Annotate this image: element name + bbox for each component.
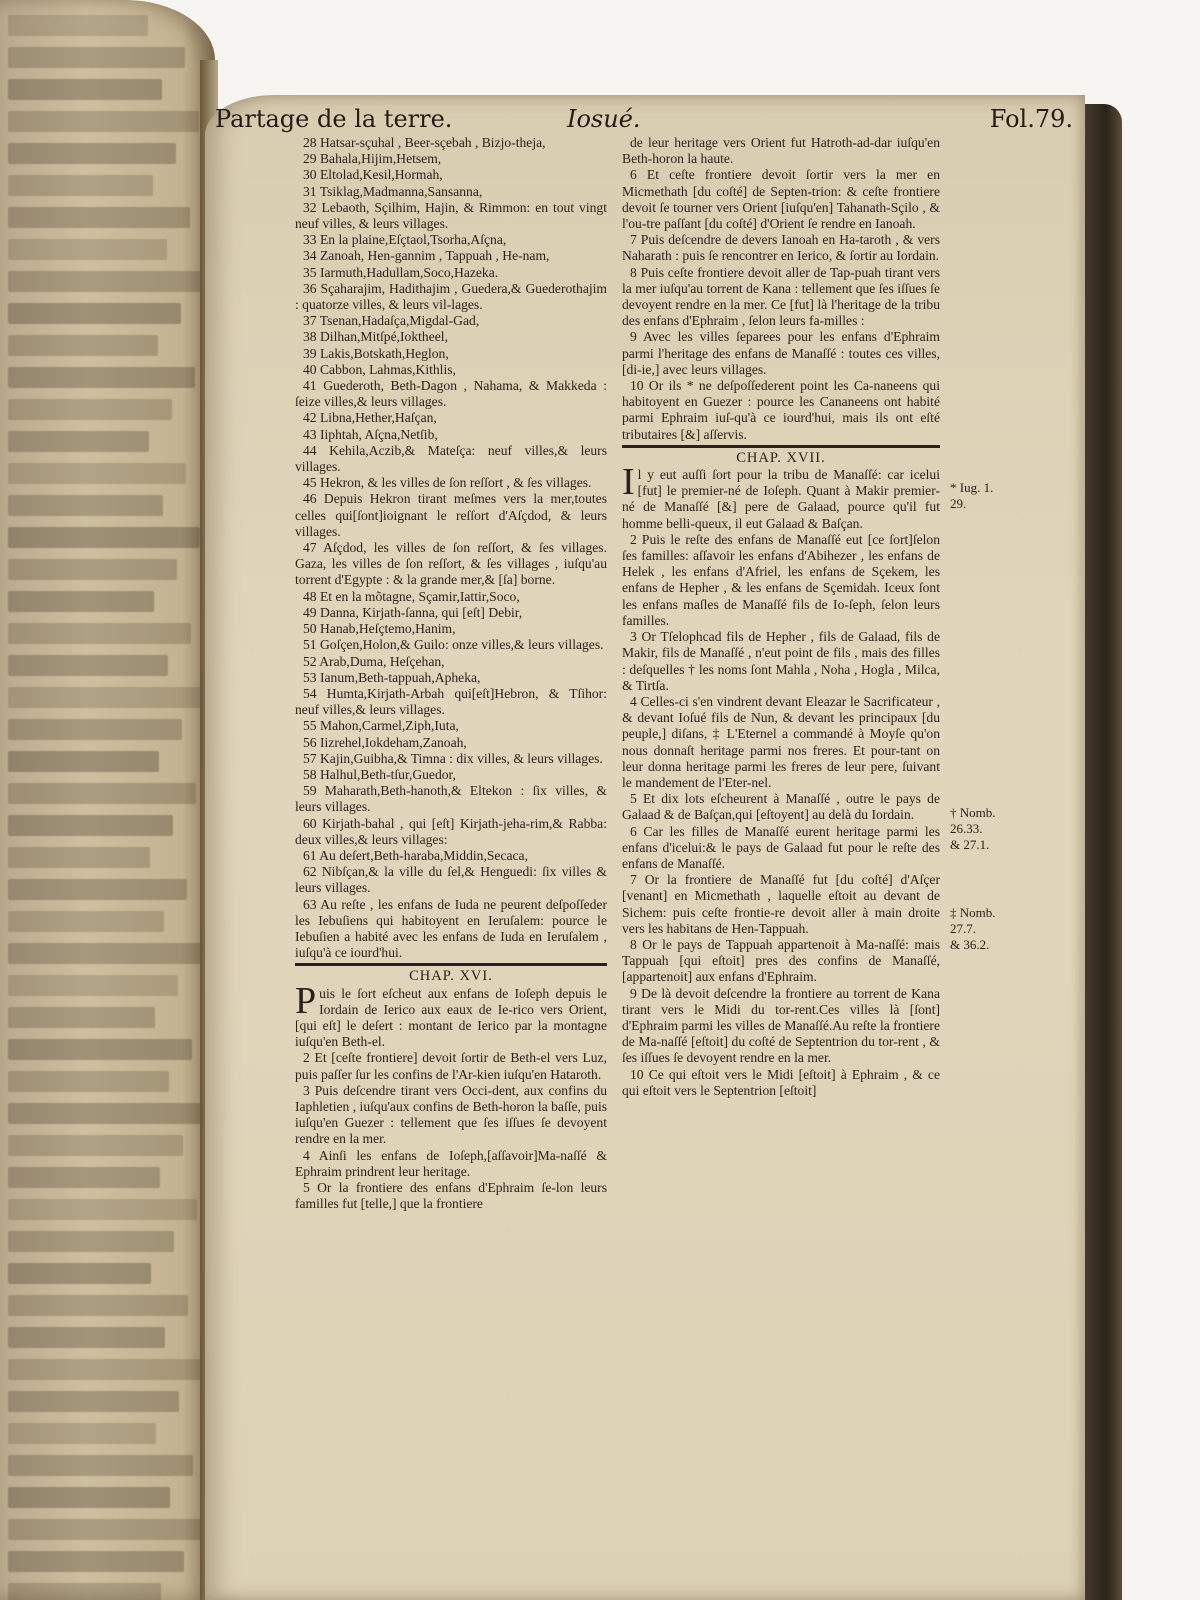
verse: 53 Ianum,Beth-tappuah,Apheka, bbox=[303, 669, 481, 685]
facing-page-text-line bbox=[8, 463, 186, 484]
verse: 42 Libna,Hether,Haſçan, bbox=[303, 410, 437, 426]
facing-page-text-line bbox=[8, 1167, 160, 1188]
facing-page bbox=[0, 0, 215, 1600]
facing-page-text-line bbox=[8, 1423, 156, 1444]
facing-page-text-line bbox=[8, 1135, 183, 1156]
verse: 3 Or Tſelophcad fils de Hepher , fils de Galaad, fils de Makir, fils de Manaſſé , n'eut point de fils , mais des filles : deſquelles † les noms ſont Mahla , Noha , Hogla , Milca, & Tirtſa. bbox=[622, 629, 940, 693]
column-verses bbox=[295, 135, 607, 961]
facing-page-text-line bbox=[8, 431, 149, 452]
facing-page-text-line bbox=[8, 111, 199, 132]
running-head-left: Partage de la terre. bbox=[215, 105, 453, 133]
facing-page-text-line bbox=[8, 1583, 161, 1600]
verse: Puis le ſort eſcheut aux enfans de Ioſeph depuis le Iordain de Ierico aux eaux de Ie-rico vers Orient, [qui eſt] le deſert : montant de Ierico par la montagne iuſqu'en Beth-el. bbox=[295, 979, 607, 1050]
verse: 36 Sçaharajim, Hadithajim , Guedera,& Guederothajim : quatorze villes, & leurs vil-lages. bbox=[295, 280, 607, 313]
facing-page-text-line bbox=[8, 399, 172, 420]
verse: 59 Maharath,Beth-hanoth,& Eltekon : ſix villes, & leurs villages. bbox=[295, 783, 607, 815]
verse: de leur heritage vers Orient fut Hatroth-ad-dar iuſqu'en Beth-horon la haute. bbox=[622, 135, 940, 167]
facing-page-text-line bbox=[8, 751, 159, 772]
margin-note-line: † Nomb. bbox=[950, 805, 996, 820]
facing-page-text-line bbox=[8, 719, 182, 740]
facing-page-text-line bbox=[8, 815, 173, 836]
verse: 7 Or la frontiere de Manaſſé fut [du coſté] d'Aſçer [venant] en Micmethath , laquelle eſtoit au devant de Sichem: puis ceſte frontie-re devoit aller à main droite vers les habitans de Hen-Tappuah. bbox=[622, 872, 940, 936]
verse: 5 Et dix lots eſcheurent à Manaſſé , outre le pays de Galaad & de Baſçan,qui [eſtoyent] au delà du Iordain. bbox=[622, 791, 940, 823]
verse: 31 Tsiklag,Madmanna,Sansanna, bbox=[303, 183, 483, 199]
verse: 10 Or ils * ne deſpoſſederent point les Ca-naneens qui habitoyent en Guezer : pource les Cananeens ont habité parmi Ephraim iuſ-qu'à ce iourd'hui, mais ils ont eſté tributaires [&] aſſervis. bbox=[622, 378, 940, 442]
verse: 45 Hekron, & les villes de ſon reſſort , & ſes villages. bbox=[303, 475, 592, 491]
verse: 6 Car les filles de Manaſſé eurent heritage parmi les enfans d'icelui:& le pays de Galaad fut pour le reſte des enfans de Manaſſé. bbox=[622, 823, 940, 871]
facing-page-text-line bbox=[8, 1263, 151, 1284]
facing-page-text-line bbox=[8, 911, 164, 932]
verse: 33 En la plaine,Eſçtaol,Tsorha,Aſçna, bbox=[303, 232, 507, 248]
verse: 52 Arab,Duma, Heſçehan, bbox=[303, 653, 445, 669]
running-head-center: Iosué. bbox=[567, 105, 641, 133]
verse: 37 Tsenan,Hadaſça,Migdal-Gad, bbox=[303, 313, 480, 329]
facing-page-text-line bbox=[8, 207, 190, 228]
verse: 8 Puis ceſte frontiere devoit aller de Tap-puah tirant vers la mer iuſqu'au torrent de Kana : tellement que ſes iſſues ſe devoyent rendre en la mer. Ce [fut] là l'heritage de la tribu des enfans d'Ephraim , ſelon leurs fa-milles : bbox=[622, 264, 940, 329]
facing-page-text-line bbox=[8, 1295, 188, 1316]
verse: 2 Et [ceſte frontiere] devoit ſortir de Beth-el vers Luz, puis paſſer ſur les confins de l'Ar-kien iuſqu'en Hataroth. bbox=[295, 1050, 607, 1082]
facing-page-text-line bbox=[8, 143, 176, 164]
facing-page-text-line bbox=[8, 1231, 174, 1252]
verse: 30 Eltolad,Kesil,Hormah, bbox=[303, 167, 443, 183]
verse: 54 Humta,Kirjath-Arbah qui[eſt]Hebron, & Tſihor: neuf villes,& leurs villages. bbox=[295, 685, 607, 718]
facing-page-text-line bbox=[8, 271, 204, 292]
verse: 44 Kehila,Aczib,& Mateſça: neuf villes,& leurs villages. bbox=[295, 442, 607, 475]
verse: 63 Au reſte , les enfans de Iuda ne peurent deſpoſſeder les Iebuſiens qui habitoyent en Ieruſalem: pource le Iebuſien a habité avec les enfans de Iuda en Ieruſalem , iuſqu'à ce iourd'hui. bbox=[295, 896, 607, 961]
verse: 48 Et en la mõtagne, Sçamir,Iattir,Soco, bbox=[303, 588, 520, 604]
verse: 55 Mahon,Carmel,Ziph,Iuta, bbox=[303, 718, 459, 734]
verse: 32 Lebaoth, Sçilhim, Hajin, & Rimmon: en tout vingt neuf villes, & leurs villages. bbox=[295, 199, 607, 232]
facing-page-text-line bbox=[8, 1071, 169, 1092]
verse: 58 Halhul,Beth-tſur,Guedor, bbox=[303, 766, 456, 782]
verse: 2 Puis le reſte des enfans de Manaſſé eut [ce ſort]ſelon ſes familles: aſſavoir les enfans d'Abihezer , les enfans de Helek , les enfans d'Afriel, les enfans de Sçekem, les enfans de Hepher , & les enfans de Sçemidah. Iceux ſont les enfans maſles de Manaſſé fils de Io-ſeph, ſelon leurs familles. bbox=[622, 531, 940, 628]
margin-note-line: ‡ Nomb. bbox=[950, 905, 996, 920]
verse: 41 Guederoth, Beth-Dagon , Nahama, & Makkeda : ſeize villes,& leurs villages. bbox=[295, 378, 607, 410]
verse: 9 De là devoit deſcendre la frontiere au torrent de Kana tirant vers le Midi du tor-rent.Ces villes là [ſont] d'Ephraim parmi les villes de Manaſſé.Au reſte la frontiere de Ma-naſſé [eſtoit] du coſté de Septentrion du tor-rent , & ſes iſſues ſe devoyent rendre en la mer. bbox=[622, 985, 940, 1066]
book-page bbox=[205, 95, 1085, 1600]
facing-page-text-line bbox=[8, 1007, 155, 1028]
verse: 34 Zanoah, Hen-gannim , Tappuah , He-nam, bbox=[303, 248, 550, 264]
verse: Il y eut auſſi ſort pour la tribu de Manaſſé: car icelui [fut] le premier-né de Ioſeph. Quant à Makir premier-né de Manaſſé [&] pere de Galaad, pource qu'il fut homme belli-queux, il eut Galaad & Baſçan. bbox=[622, 461, 940, 531]
verse: 10 Ce qui eſtoit vers le Midi [eſtoit] à Ephraim , & ce qui eſtoit vers le Septentrion [eſtoit] bbox=[622, 1066, 940, 1098]
verse: 61 Au deſert,Beth-haraba,Middin,Secaca, bbox=[303, 847, 528, 863]
facing-page-text-line bbox=[8, 1039, 192, 1060]
verse: 47 Aſçdod, les villes de ſon reſſort, & ſes villages. Gaza, les villes de ſon reſſort, & ſes villages , iuſqu'au torrent d'Egypte : & la grande mer,& [ſa] borne. bbox=[295, 540, 607, 588]
facing-page-text-line bbox=[8, 943, 201, 964]
facing-page-text-line bbox=[8, 591, 154, 612]
verse: 7 Puis deſcendre de devers Ianoah en Ha-taroth , & vers Naharath : puis ſe rencontrer en Ierico, & ſortir au Iordain. bbox=[622, 232, 940, 264]
facing-page-text-line bbox=[8, 175, 153, 196]
facing-page-text-line bbox=[8, 1391, 179, 1412]
margin-note-line: 29. bbox=[950, 496, 967, 511]
verse: 9 Avec les villes ſeparees pour les enfans d'Ephraim parmi l'heritage des enfans de Manaſſé : toutes ces villes, [di-ie,] avec leurs villages. bbox=[622, 329, 940, 377]
facing-page-text-line bbox=[8, 783, 196, 804]
verse: 28 Hatsar-sçuhal , Beer-sçebah , Bizjo-theja, bbox=[303, 135, 546, 150]
facing-page-text-line bbox=[8, 1551, 184, 1572]
facing-page-text-line bbox=[8, 559, 177, 580]
facing-page-text-line bbox=[8, 975, 178, 996]
verse: 56 Iizrehel,Iokdeham,Zanoah, bbox=[303, 734, 467, 750]
facing-page-text-line bbox=[8, 335, 158, 356]
verse: 49 Danna, Kirjath-ſanna, qui [eſt] Debir, bbox=[303, 604, 523, 620]
facing-page-text-line bbox=[8, 687, 205, 708]
chapter-verses bbox=[295, 979, 608, 1213]
text-column-left bbox=[295, 135, 607, 1212]
margin-note bbox=[950, 480, 1070, 512]
chapter-heading: CHAP. XVI. bbox=[295, 963, 607, 984]
facing-page-text-line bbox=[8, 847, 150, 868]
verse: 57 Kajin,Guibha,& Timna : dix villes, & leurs villages. bbox=[303, 750, 603, 766]
verse: 39 Lakis,Botskath,Heglon, bbox=[303, 345, 449, 361]
verse: 62 Nibſçan,& la ville du ſel,& Henguedi: ſix villes & leurs villages. bbox=[295, 864, 607, 896]
facing-page-text-line bbox=[8, 527, 200, 548]
facing-page-text-line bbox=[8, 1455, 193, 1476]
book-spine bbox=[1082, 104, 1122, 1600]
verse: 51 Goſçen,Holon,& Guilo: onze villes,& leurs villages. bbox=[303, 637, 604, 653]
verse: 43 Iiphtah, Aſçna,Netſib, bbox=[303, 426, 438, 442]
margin-note bbox=[950, 905, 1070, 953]
facing-page-text-line bbox=[8, 239, 167, 260]
verse: 4 Ainſi les enfans de Ioſeph,[aſſavoir]Ma-naſſé & Ephraim prindrent leur heritage. bbox=[295, 1147, 607, 1179]
verse: 46 Depuis Hekron tirant meſmes vers la mer,toutes celles qui[ſont]ioignant le reſſort d'Aſçdod, & leurs villages. bbox=[295, 491, 607, 539]
facing-page-text-line bbox=[8, 79, 162, 100]
margin-note-line: 26.33. bbox=[950, 821, 983, 836]
verse: 40 Cabbon, Lahmas,Kithlis, bbox=[303, 361, 456, 377]
verse: 8 Or le pays de Tappuah appartenoit à Ma-naſſé: mais Tappuah [qui eſtoit] pres des confins de Manaſſé, [appartenoit] aux enfans d'Ephraim. bbox=[622, 936, 940, 985]
facing-page-text-line bbox=[8, 1487, 170, 1508]
verse: 60 Kirjath-bahal , qui [eſt] Kirjath-jeha-rim,& Rabba: deux villes,& leurs villages: bbox=[295, 815, 607, 847]
facing-page-text-line bbox=[8, 1103, 206, 1124]
verse: 50 Hanab,Heſçtemo,Hanim, bbox=[303, 621, 456, 637]
verse: 5 Or la frontiere des enfans d'Ephraim ſe-lon leurs familles fut [telle,] que la frontiere bbox=[295, 1180, 607, 1212]
facing-page-text-line bbox=[8, 1359, 202, 1380]
facing-page-text-line bbox=[8, 495, 163, 516]
verse: 6 Et ceſte frontiere devoit ſortir vers la mer en Micmethath [du coſté] de Septen-trion: & ceſte frontiere devoit ſe tourner vers Orient [iuſqu'en] Tahanath-Sçilo , & l'ou-tre paſſant [du coſté] d'Orient ſe rendre en Ianoah. bbox=[622, 167, 940, 232]
margin-note-line: & 36.2. bbox=[950, 937, 990, 952]
chapter-heading: CHAP. XVII. bbox=[622, 445, 940, 466]
facing-page-text-line bbox=[8, 15, 148, 36]
chapter-verses bbox=[622, 461, 940, 1099]
verse: 38 Dilhan,Mitſpé,Ioktheel, bbox=[303, 329, 448, 345]
facing-page-text-line bbox=[8, 1199, 197, 1220]
facing-page-text-line bbox=[8, 623, 191, 644]
facing-page-text-line bbox=[8, 47, 185, 68]
verse: 4 Celles-ci s'en vindrent devant Eleazar le Sacrificateur , & devant Ioſué fils de Nun, & devant les principaux [du peuple,] diſans, ‡ L'Eternel a commandé à Moyſe qu'on nous donnaſt heritage parmi nos freres. Et pour-tant on leur donna heritage parmi les freres de leur pere, ſuivant le mandement de l'Eter-nel. bbox=[622, 693, 940, 790]
margin-note bbox=[950, 805, 1070, 853]
margin-note-line: * Iug. 1. bbox=[950, 480, 994, 495]
verse: 29 Bahala,Hijim,Hetsem, bbox=[303, 151, 442, 167]
folio-number: Fol.79. bbox=[989, 105, 1073, 133]
margin-note-line: 27.7. bbox=[950, 921, 976, 936]
margin-note-line: & 27.1. bbox=[950, 837, 990, 852]
facing-page-text-line bbox=[8, 879, 187, 900]
text-column-right bbox=[622, 135, 940, 1099]
facing-page-text-line bbox=[8, 1519, 207, 1540]
facing-page-text-line bbox=[8, 367, 195, 388]
facing-page-text-line bbox=[8, 655, 168, 676]
verse: 35 Iarmuth,Hadullam,Soco,Hazeka. bbox=[303, 264, 499, 280]
facing-page-text-line bbox=[8, 303, 181, 324]
verse: 3 Puis deſcendre tirant vers Occi-dent, aux confins du Iaphletien , iuſqu'aux confins de Beth-horon la baſſe, puis iuſqu'en Guezer : tellement que ſes iſſues ſe devoyent rendre en la mer. bbox=[295, 1082, 608, 1147]
column-verses bbox=[622, 135, 940, 443]
facing-page-text-line bbox=[8, 1327, 165, 1348]
